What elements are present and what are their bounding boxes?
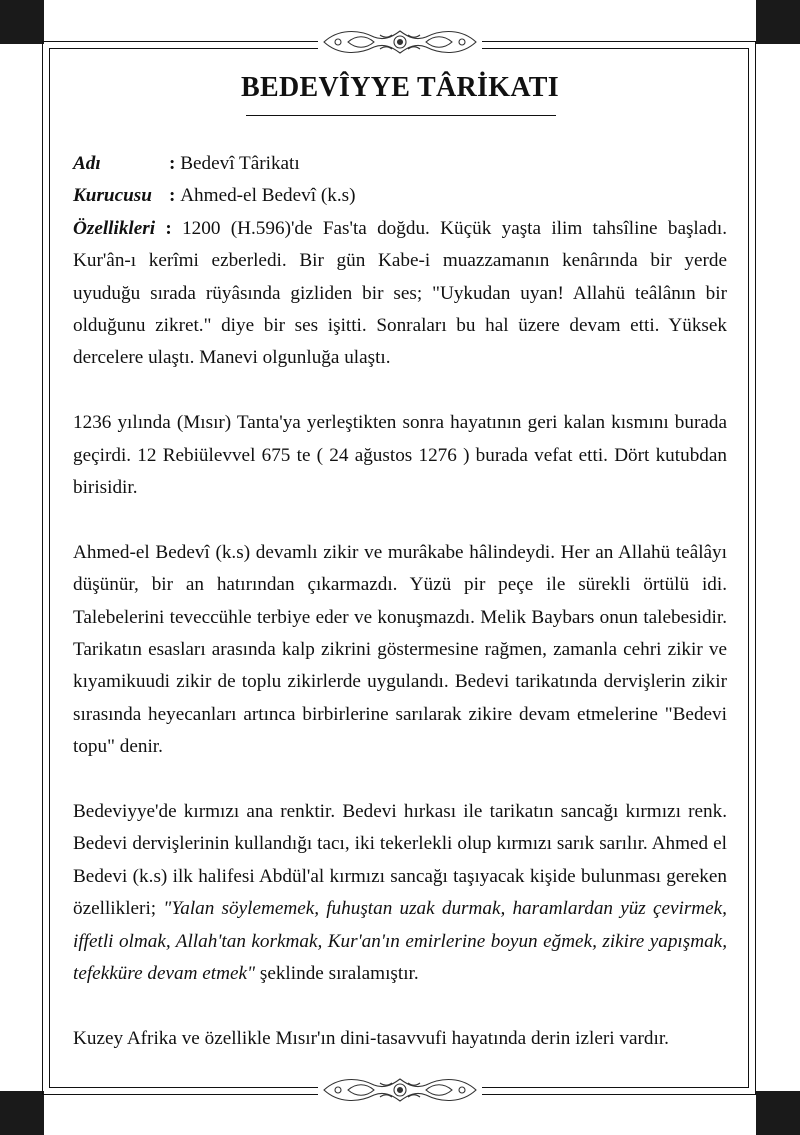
name-separator: : [169,153,181,174]
features-separator: : [155,217,183,239]
paragraph-red-color-end: şeklinde sıralamıştır. [255,963,419,985]
founder-separator: : [169,185,181,207]
founder-label: Kurucusu [73,185,152,207]
bottom-ornament-icon [318,1073,482,1107]
corner-block-top-left [0,0,44,44]
info-row-name [73,148,727,180]
features-label: Özellikleri [73,217,156,239]
paragraph-zikir: Ahmed-el Bedevî (k.s) devamlı zikir ve murâkabe hâlindeydi. Her an Allahü teâlâyı düşünür, bir an hatırından çıkarmazdı. Yüzü pir peçe ile sürekli örtülü idi. Talebelerini teveccühle terbiye eder ve konuşmazdı. Melik Baybars onun talebesidir. Tarikatın esasları arasında kalp zikrini göstermesine rağmen, zamanla cehri zikir ve kıyamikuudi zikir de toplu zikirlerde uygulandı. Bedevi tarikatında dervişlerin zikir sırasında heyecanları artınca birbirlerine sarılarak zikire devam etmelerine "Bedevi topu" denir. [73,541,727,758]
top-ornament-icon [318,25,482,59]
name-value: Bedevî Târikatı [180,153,300,174]
name-label: Adı [73,153,101,174]
paragraph-north-africa: Kuzey Afrika ve özellikle Mısır'ın dini-tasavvufi hayatında derin izleri vardır. [73,1027,669,1049]
paragraph-red-color-text: Bedeviyye'de kırmızı ana renktir. Bedevi hırkası ile tarikatın sancağı kırmızı renk. Bedevi dervişlerinin kullandığı tacı, iki tekerlekli olup kırmızı sarık sarılır. Ahmed el Bedevi (k.s) ilk halifesi Abdül'al kırmızı sancağı taşıyacak kişide bulunması gereken özellikleri; [73,801,727,920]
info-block [73,148,727,213]
corner-block-top-right [756,0,800,44]
page-title: BEDEVÎYYE TÂRİKATI [241,72,559,103]
features-value: 1200 (H.596)'de Fas'ta doğdu. Küçük yaşta ilim tahsîline başladı. Kur'ân-ı kerîmi ezberledi. Bir gün Kabe-i muazzamanın kenârında bir yerde uyuduğu sırada rüyâsında gizliden bir ses; "Uykudan uyan! Allahü teâlânın bir olduğunu zikret." diye bir ses işitti. Sonraları bu hal üzere devam etti. Yüksek dercelere ulaştı. Manevi olgunluğa ulaştı. [73,217,727,369]
features-paragraph [73,213,727,375]
corner-block-bottom-left [0,1091,44,1135]
main-content [73,148,727,1055]
founder-value: Ahmed-el Bedevî (k.s) [180,185,356,207]
title-underline [246,115,556,116]
corner-block-bottom-right [756,1091,800,1135]
paragraph-red-color [73,796,727,990]
paragraph-red-color-quote: "Yalan söylememek, fuhuştan uzak durmak, haramlardan yüz çevirmek, iffetli olmak, Allah'tan korkmak, Kur'an'ın emirlerine boyun eğmek, zikire yapışmak, tefekküre devam etmek" [73,898,727,985]
paragraph-tanta: 1236 yılında (Mısır) Tanta'ya yerleştikten sonra hayatının geri kalan kısmını burada geçirdi. 12 Rebiülevvel 675 te ( 24 ağustos 1276 ) burada vefat etti. Dört kutubdan birisidir. [73,412,727,499]
info-row-founder [73,180,727,212]
